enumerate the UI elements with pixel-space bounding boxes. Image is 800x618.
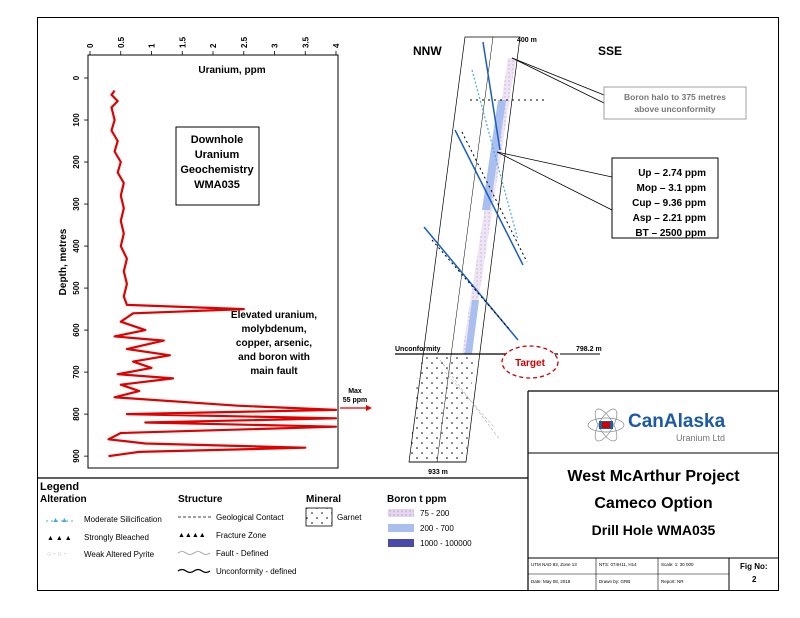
sym-bleached: ▲ ▲ ▲	[47, 535, 72, 542]
cell-nts: NTS: 074H11, H14	[599, 562, 637, 567]
y-tick-label: 0	[72, 75, 81, 81]
cell-drawn: Drawn by: GRB	[599, 579, 631, 584]
elevated-line-4: and boron with	[238, 352, 310, 363]
sym-fault	[178, 552, 210, 555]
legend-structure-4: Unconformity - defined	[216, 567, 297, 576]
unconformity-label: Unconformity	[395, 346, 441, 353]
sym-unconformity	[178, 570, 210, 573]
uranium-chart	[58, 36, 372, 468]
sym-garnet	[306, 508, 332, 526]
assay-b: BT – 2500 ppm	[635, 228, 706, 239]
chart-title: Uranium, ppm	[198, 65, 266, 76]
legend-mineral-1: Garnet	[337, 513, 362, 522]
swatch-boron-1	[388, 509, 414, 517]
box-line-1: Downhole	[190, 134, 244, 146]
swatch-boron-3	[388, 539, 414, 547]
legend-structure-heading: Structure	[178, 494, 223, 505]
max-label-2: 55 ppm	[342, 397, 368, 404]
y-tick-label: 400	[72, 239, 81, 253]
x-tick-label: 0	[86, 43, 95, 48]
cell-utm: UTM NAD 83, Zone 13	[531, 562, 577, 567]
project-title-1: West McArthur Project	[567, 468, 740, 485]
legend-boron-heading: Boron t ppm	[387, 494, 447, 505]
company-sub: Uranium Ltd	[676, 433, 726, 443]
x-tick-label: 2.5	[239, 36, 249, 48]
legend-structure-3: Fault - Defined	[216, 549, 269, 558]
garnet-zone	[409, 354, 474, 462]
legend-alteration-3: Weak Altered Pyrite	[84, 550, 155, 559]
max-arrow-head	[366, 405, 372, 411]
title-block	[528, 391, 779, 591]
y-tick-label: 900	[72, 449, 81, 463]
y-tick-label: 200	[72, 155, 81, 169]
nnw-label: NNW	[413, 44, 442, 58]
box-line-4: WMA035	[194, 179, 240, 191]
cell-date: Date: May 08, 2018	[531, 579, 571, 584]
assay-cu: Cup – 9.36 ppm	[632, 198, 706, 209]
cell-report: Report: NR	[661, 579, 684, 584]
fault-line-2	[455, 130, 523, 265]
box-line-2: Uranium	[194, 149, 240, 161]
x-tick-label: 3	[270, 43, 280, 48]
company-name: CanAlaska	[628, 411, 726, 432]
assay-u: Up – 2.74 ppm	[638, 168, 706, 179]
x-tick-label: 3.5	[301, 36, 311, 48]
halo-text-2: above unconformity	[634, 104, 716, 114]
legend-alteration-2: Strongly Bleached	[84, 533, 149, 542]
legend-alteration-1: Moderate Silicification	[84, 515, 162, 524]
legend-alteration-heading: Alteration	[40, 494, 87, 505]
legend-structure-1: Geological Contact	[216, 513, 284, 522]
canalaska-logo-icon	[588, 406, 624, 444]
project-title-2: Cameco Option	[594, 495, 713, 512]
halo-leader-2	[512, 58, 604, 103]
fig-label: Fig No:	[740, 562, 768, 571]
y-axis-ticks	[72, 75, 88, 463]
legend-boron-2: 200 - 700	[420, 524, 454, 533]
elevated-line-1: Elevated uranium,	[230, 310, 318, 321]
project-title-3: Drill Hole WMA035	[591, 522, 716, 538]
y-axis-label: Depth, metres	[58, 228, 69, 296]
y-tick-label: 600	[72, 323, 81, 337]
elevated-line-3: copper, arsenic,	[235, 338, 313, 349]
y-tick-label: 300	[72, 197, 81, 211]
legend-mineral-heading: Mineral	[306, 494, 342, 505]
assay-mo: Mop – 3.1 ppm	[636, 183, 706, 194]
x-tick-label: 4	[332, 43, 341, 48]
box-line-3: Geochemistry	[180, 164, 254, 176]
x-tick-label: 1	[147, 43, 157, 48]
legend-boron-1: 75 - 200	[420, 509, 450, 518]
elevated-line-5: main fault	[250, 366, 298, 377]
x-tick-label: 1.5	[178, 36, 188, 48]
y-tick-label: 800	[72, 407, 81, 421]
sse-label: SSE	[598, 44, 623, 58]
x-tick-label: 0.5	[116, 36, 126, 48]
assay-as: Asp – 2.21 ppm	[632, 213, 706, 224]
legend-structure-2: Fracture Zone	[216, 531, 267, 540]
y-tick-label: 500	[72, 281, 81, 295]
swatch-boron-2	[388, 524, 414, 532]
x-tick-label: 2	[209, 43, 218, 48]
sym-fracture: ▲▲▲▲	[178, 532, 206, 539]
legend-title: Legend	[40, 481, 80, 493]
legend-boron-3: 1000 - 100000	[420, 539, 472, 548]
halo-text-1: Boron halo to 375 metres	[623, 92, 727, 102]
fault-line-1	[483, 42, 500, 150]
sym-silicification-ticks: ▲ ▲	[52, 517, 68, 524]
y-tick-label: 100	[72, 113, 81, 127]
target-label: Target	[515, 358, 545, 369]
y-tick-label: 700	[72, 365, 81, 379]
bottom-depth-label: 933 m	[428, 469, 448, 476]
unconformity-depth: 798.2 m	[576, 346, 602, 353]
fig-no: 2	[752, 575, 757, 584]
assay-leader-2	[497, 152, 612, 210]
cell-scale: Scale: 1: 30 000	[661, 562, 694, 567]
top-depth-label: 400 m	[517, 37, 537, 44]
x-axis-ticks	[86, 36, 341, 55]
max-label-1: Max	[348, 388, 362, 395]
sym-pyrite: ○ - ○ -	[47, 551, 66, 558]
halo-leader-1	[512, 58, 604, 95]
assay-leader-1	[497, 152, 612, 177]
elevated-line-2: molybdenum,	[241, 324, 307, 335]
